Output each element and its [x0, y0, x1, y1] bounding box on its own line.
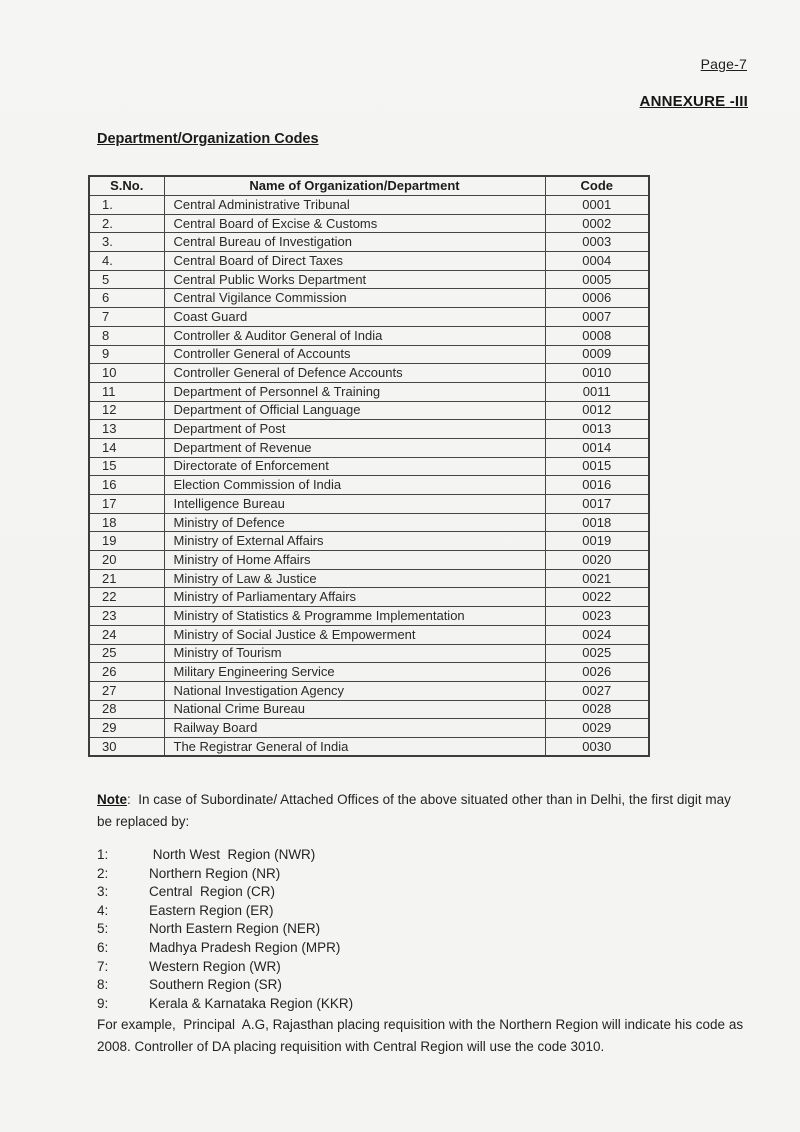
cell-code-value: 0027	[545, 681, 649, 700]
cell-serial-number: 15	[89, 457, 164, 476]
cell-organization-name: Intelligence Bureau	[164, 495, 545, 514]
table-row	[89, 513, 649, 532]
cell-organization-name: Ministry of External Affairs	[164, 532, 545, 551]
cell-organization-name: Election Commission of India	[164, 476, 545, 495]
table-row	[89, 196, 649, 215]
table-row	[89, 457, 649, 476]
cell-organization-name: Controller General of Accounts	[164, 345, 545, 364]
cell-organization-name: National Crime Bureau	[164, 700, 545, 719]
cell-organization-name: Military Engineering Service	[164, 663, 545, 682]
region-list-item	[97, 958, 747, 977]
cell-serial-number: 8	[89, 326, 164, 345]
note-paragraph	[97, 789, 747, 833]
region-list-item	[97, 939, 747, 958]
region-list-item	[97, 976, 747, 995]
annexure-heading: ANNEXURE -III	[639, 93, 748, 110]
table-row	[89, 681, 649, 700]
cell-code-value: 0024	[545, 625, 649, 644]
table-row	[89, 607, 649, 626]
cell-code-value: 0030	[545, 737, 649, 756]
region-name: Eastern Region (ER)	[149, 902, 274, 918]
cell-organization-name: Central Vigilance Commission	[164, 289, 545, 308]
cell-organization-name: Department of Personnel & Training	[164, 382, 545, 401]
cell-organization-name: Coast Guard	[164, 308, 545, 327]
cell-code-value: 0003	[545, 233, 649, 252]
region-list-item	[97, 883, 747, 902]
cell-organization-name: Central Public Works Department	[164, 270, 545, 289]
cell-serial-number: 20	[89, 551, 164, 570]
cell-serial-number: 27	[89, 681, 164, 700]
cell-serial-number: 21	[89, 569, 164, 588]
region-name: North West Region (NWR)	[149, 847, 316, 862]
column-header-code: Code	[545, 176, 649, 196]
region-digit: 7:	[97, 958, 109, 974]
cell-code-value: 0005	[545, 270, 649, 289]
table-row	[89, 214, 649, 233]
cell-serial-number: 10	[89, 364, 164, 383]
table-row	[89, 252, 649, 271]
region-name: Madhya Pradesh Region (MPR)	[149, 939, 341, 955]
cell-serial-number: 4.	[89, 252, 164, 271]
cell-organization-name: Department of Post	[164, 420, 545, 439]
cell-code-value: 0028	[545, 700, 649, 719]
table-header-row	[89, 176, 649, 196]
cell-serial-number: 2.	[89, 214, 164, 233]
note-text: : In case of Subordinate/ Attached Offices of the above situated other than in Delhi, the first digit may be replaced by:	[97, 792, 735, 829]
cell-code-value: 0012	[545, 401, 649, 420]
cell-serial-number: 17	[89, 495, 164, 514]
example-paragraph: For example, Principal A.G, Rajasthan placing requisition with the Northern Region will indicate his code as 2008. Controller of DA placing requisition with Central Region will use the code 3010.	[97, 1017, 747, 1055]
table-row	[89, 495, 649, 514]
region-digit: 4:	[97, 902, 109, 918]
cell-organization-name: Ministry of Parliamentary Affairs	[164, 588, 545, 607]
table-row	[89, 438, 649, 457]
cell-code-value: 0026	[545, 663, 649, 682]
cell-serial-number: 6	[89, 289, 164, 308]
cell-code-value: 0023	[545, 607, 649, 626]
cell-organization-name: Department of Revenue	[164, 438, 545, 457]
page-number-label: Page-7	[700, 56, 747, 72]
region-code-list	[97, 846, 747, 1013]
cell-code-value: 0004	[545, 252, 649, 271]
region-name: Southern Region (SR)	[149, 977, 282, 993]
cell-code-value: 0010	[545, 364, 649, 383]
region-name: Western Region (WR)	[149, 958, 281, 974]
table-row	[89, 233, 649, 252]
table-row	[89, 551, 649, 570]
region-name: Northern Region (NR)	[149, 865, 281, 881]
table-body	[89, 196, 649, 757]
region-digit: 8:	[97, 977, 109, 993]
cell-code-value: 0016	[545, 476, 649, 495]
cell-serial-number: 3.	[89, 233, 164, 252]
cell-code-value: 0001	[545, 196, 649, 215]
cell-organization-name: Ministry of Tourism	[164, 644, 545, 663]
column-header-sno: S.No.	[89, 176, 164, 196]
region-digit: 2:	[97, 865, 109, 881]
cell-organization-name: Central Bureau of Investigation	[164, 233, 545, 252]
region-name: Central Region (CR)	[149, 884, 276, 900]
cell-serial-number: 23	[89, 607, 164, 626]
cell-organization-name: Central Board of Excise & Customs	[164, 214, 545, 233]
cell-serial-number: 30	[89, 737, 164, 756]
notes-section	[97, 789, 747, 1058]
region-digit: 3:	[97, 884, 109, 900]
table-row	[89, 737, 649, 756]
cell-organization-name: Ministry of Defence	[164, 513, 545, 532]
cell-code-value: 0015	[545, 457, 649, 476]
table-row	[89, 289, 649, 308]
cell-code-value: 0019	[545, 532, 649, 551]
cell-serial-number: 18	[89, 513, 164, 532]
cell-serial-number: 9	[89, 345, 164, 364]
cell-organization-name: Controller General of Defence Accounts	[164, 364, 545, 383]
page-title: Department/Organization Codes	[97, 131, 319, 147]
cell-serial-number: 11	[89, 382, 164, 401]
cell-serial-number: 19	[89, 532, 164, 551]
cell-code-value: 0022	[545, 588, 649, 607]
table-row	[89, 401, 649, 420]
table-row	[89, 663, 649, 682]
cell-organization-name: Ministry of Law & Justice	[164, 569, 545, 588]
cell-organization-name: National Investigation Agency	[164, 681, 545, 700]
cell-code-value: 0018	[545, 513, 649, 532]
cell-organization-name: Directorate of Enforcement	[164, 457, 545, 476]
cell-code-value: 0002	[545, 214, 649, 233]
cell-serial-number: 22	[89, 588, 164, 607]
cell-serial-number: 5	[89, 270, 164, 289]
table-row	[89, 420, 649, 439]
cell-serial-number: 28	[89, 700, 164, 719]
table-row	[89, 532, 649, 551]
cell-organization-name: Department of Official Language	[164, 401, 545, 420]
table-row	[89, 588, 649, 607]
cell-code-value: 0029	[545, 719, 649, 738]
column-header-name: Name of Organization/Department	[164, 176, 545, 196]
cell-serial-number: 25	[89, 644, 164, 663]
cell-serial-number: 14	[89, 438, 164, 457]
region-name: North Eastern Region (NER)	[149, 921, 321, 937]
cell-code-value: 0014	[545, 438, 649, 457]
region-digit: 9:	[97, 995, 109, 1011]
table-row	[89, 476, 649, 495]
cell-serial-number: 16	[89, 476, 164, 495]
cell-serial-number: 24	[89, 625, 164, 644]
cell-code-value: 0017	[545, 495, 649, 514]
note-label: Note	[97, 792, 127, 807]
cell-code-value: 0013	[545, 420, 649, 439]
cell-serial-number: 7	[89, 308, 164, 327]
cell-organization-name: Ministry of Home Affairs	[164, 551, 545, 570]
region-list-item	[97, 995, 747, 1014]
cell-organization-name: Ministry of Statistics & Programme Implementation	[164, 607, 545, 626]
cell-serial-number: 13	[89, 420, 164, 439]
region-list-item	[97, 865, 747, 884]
cell-serial-number: 26	[89, 663, 164, 682]
region-digit: 5:	[97, 921, 109, 937]
table-row	[89, 625, 649, 644]
table-row	[89, 308, 649, 327]
cell-code-value: 0009	[545, 345, 649, 364]
table-row	[89, 719, 649, 738]
cell-organization-name: Controller & Auditor General of India	[164, 326, 545, 345]
cell-organization-name: The Registrar General of India	[164, 737, 545, 756]
cell-code-value: 0011	[545, 382, 649, 401]
cell-code-value: 0020	[545, 551, 649, 570]
cell-organization-name: Central Administrative Tribunal	[164, 196, 545, 215]
table-row	[89, 270, 649, 289]
cell-code-value: 0007	[545, 308, 649, 327]
table-row	[89, 345, 649, 364]
region-digit: 1:	[97, 847, 109, 862]
region-list-item	[97, 846, 747, 865]
cell-code-value: 0025	[545, 644, 649, 663]
region-list-item	[97, 920, 747, 939]
cell-code-value: 0008	[545, 326, 649, 345]
region-name: Kerala & Karnataka Region (KKR)	[149, 995, 354, 1011]
table-row	[89, 644, 649, 663]
cell-serial-number: 29	[89, 719, 164, 738]
cell-code-value: 0006	[545, 289, 649, 308]
cell-organization-name: Central Board of Direct Taxes	[164, 252, 545, 271]
cell-code-value: 0021	[545, 569, 649, 588]
table-row	[89, 326, 649, 345]
table-row	[89, 382, 649, 401]
table-row	[89, 569, 649, 588]
cell-serial-number: 1.	[89, 196, 164, 215]
cell-serial-number: 12	[89, 401, 164, 420]
cell-organization-name: Railway Board	[164, 719, 545, 738]
table-row	[89, 700, 649, 719]
org-codes-table	[88, 175, 650, 757]
region-digit: 6:	[97, 939, 109, 955]
table-row	[89, 364, 649, 383]
cell-organization-name: Ministry of Social Justice & Empowerment	[164, 625, 545, 644]
region-list-item	[97, 902, 747, 921]
